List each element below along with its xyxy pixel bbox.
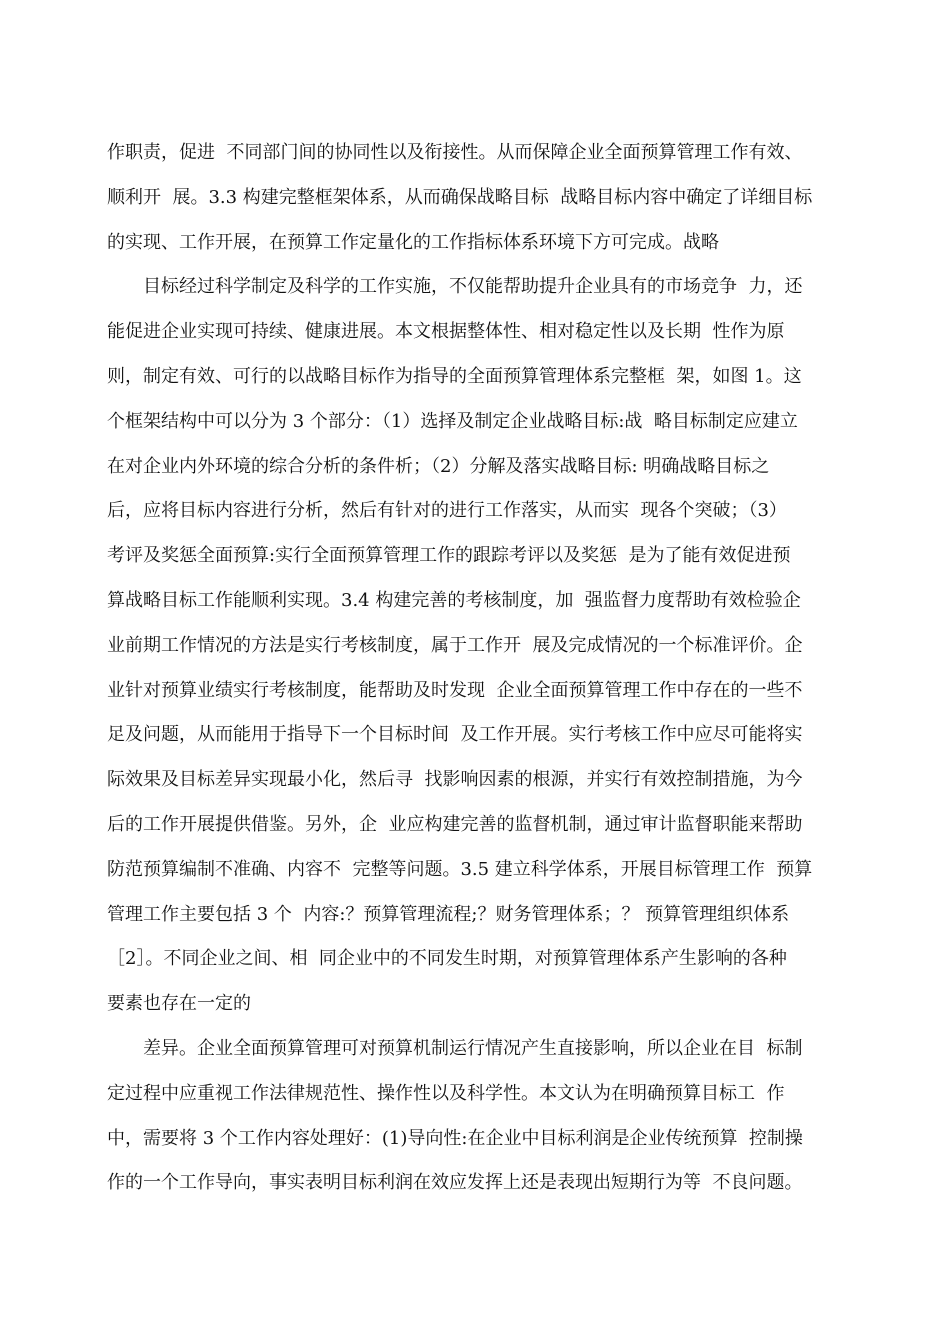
text-line-15: 际效果及目标差异实现最小化，然后寻 找影响因素的根源，并实行有效控制措施，为今 — [107, 769, 803, 790]
text-line-2: 顺利开 展。3.3 构建完整框架体系，从而确保战略目标 战略目标内容中确定了详细目标 — [107, 187, 813, 208]
text-line-20: 要素也存在一定的 — [107, 993, 251, 1014]
text-line-22: 定过程中应重视工作法律规范性、操作性以及科学性。本文认为在明确预算目标工 作 — [107, 1083, 785, 1104]
text-line-8: 在对企业内外环境的综合分析的条件析；（2）分解及落实战略目标: 明确战略目标之 — [107, 456, 770, 477]
text-line-18: 管理工作主要包括 3 个 内容:？预算管理流程;？财务管理体系；？ 预算管理组织体系 — [107, 904, 790, 925]
text-line-5: 能促进企业实现可持续、健康进展。本文根据整体性、相对稳定性以及长期 性作为原 — [107, 321, 785, 342]
text-line-3: 的实现、工作开展，在预算工作定量化的工作指标体系环境下方可完成。战略 — [107, 232, 719, 253]
text-line-7: 个框架结构中可以分为 3 个部分：（1）选择及制定企业战略目标:战 略目标制定应建立 — [107, 411, 798, 432]
text-line-24: 作的一个工作导向，事实表明目标利润在效应发挥上还是表现出短期行为等 不良问题。 — [107, 1172, 803, 1193]
text-line-4: 目标经过科学制定及科学的工作实施，不仅能帮助提升企业具有的市场竞争 力，还 — [143, 276, 803, 297]
text-line-21: 差异。企业全面预算管理可对预算机制运行情况产生直接影响，所以企业在目 标制 — [143, 1038, 803, 1059]
text-line-12: 业前期工作情况的方法是实行考核制度，属于工作开 展及完成情况的一个标准评价。企 — [107, 635, 803, 656]
text-line-9: 后，应将目标内容进行分析，然后有针对的进行工作落实，从而实 现各个突破；（3） — [107, 500, 787, 521]
text-line-16: 后的工作开展提供借鉴。另外，企 业应构建完善的监督机制，通过审计监督职能来帮助 — [107, 814, 803, 835]
text-line-6: 则，制定有效、可行的以战略目标作为指导的全面预算管理体系完整框 架，如图 1。这 — [107, 366, 802, 387]
text-line-11: 算战略目标工作能顺利实现。3.4 构建完善的考核制度，加 强监督力度帮助有效检验企 — [107, 590, 801, 611]
text-line-23: 中，需要将 3 个工作内容处理好：(1)导向性:在企业中目标利润是企业传统预算 控制操 — [107, 1128, 803, 1149]
text-line-14: 足及问题，从而能用于指导下一个目标时间 及工作开展。实行考核工作中应尽可能将实 — [107, 724, 803, 745]
text-line-13: 业针对预算业绩实行考核制度，能帮助及时发现 企业全面预算管理工作中存在的一些不 — [107, 680, 803, 701]
text-line-1: 作职责，促进 不同部门间的协同性以及衔接性。从而保障企业全面预算管理工作有效、 — [107, 142, 803, 163]
text-line-19: ［2］。不同企业之间、相 同企业中的不同发生时期，对预算管理体系产生影响的各种 — [107, 948, 787, 969]
text-line-17: 防范预算编制不准确、内容不 完整等问题。3.5 建立科学体系，开展目标管理工作 预算 — [107, 859, 813, 880]
text-line-10: 考评及奖惩全面预算:实行全面预算管理工作的跟踪考评以及奖惩 是为了能有效促进预 — [107, 545, 791, 566]
